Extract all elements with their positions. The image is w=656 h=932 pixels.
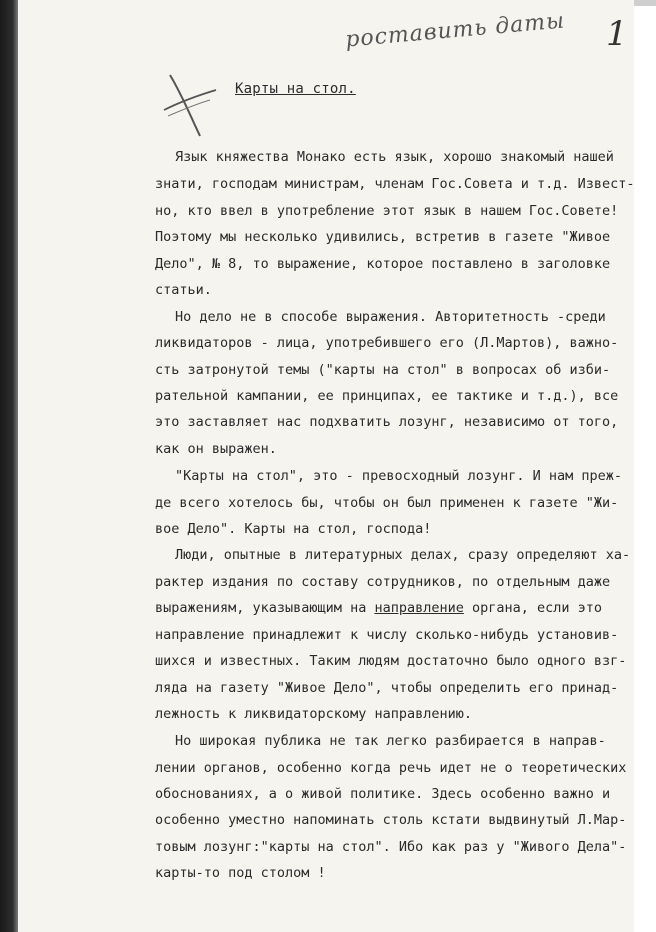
text-line: Люди, опытные в литературных делах, сразу определяют ха-: [175, 547, 631, 563]
text-span: выражениям, указывающим на: [155, 600, 375, 616]
text-line: рательной кампании, ее принципах, ее тактике и т.д.), все: [155, 388, 619, 404]
text-line: товым лозунг:"карты на стол". Ибо как раз у "Живого Дела"-: [155, 839, 627, 855]
text-line: "Карты на стол", это - превосходный лозунг. И нам преж-: [175, 468, 623, 484]
text-line: это заставляет нас подхватить лозунг, независимо от того,: [155, 414, 619, 430]
document-title: Карты на стол.: [235, 81, 356, 97]
text-line: Поэтому мы несколько удивились, встретив в газете "Живое: [155, 229, 611, 245]
text-line: направление принадлежит к числу сколько-нибудь установив-: [155, 627, 619, 643]
text-line: [155, 599, 602, 617]
text-line: карты-то под столом !: [155, 865, 326, 881]
text-line: ляда на газету "Живое Дело", чтобы определить его принад-: [155, 680, 619, 696]
text-span: органа, если это: [463, 600, 603, 616]
text-line: шихся и известных. Таким людям достаточно было одного взг-: [155, 653, 627, 669]
text-line: лении органов, особенно когда речь идет не о теоретических: [155, 760, 627, 776]
text-line: Но широкая публика не так легко разбирается в направ-: [175, 733, 606, 749]
text-line: как он выражен.: [155, 441, 277, 457]
text-line: вое Дело". Карты на стол, господа!: [155, 521, 432, 537]
text-line: ликвидаторов - лица, употребившего его (Л.Мартов), важно-: [155, 335, 619, 351]
scan-left-edge: [0, 0, 18, 932]
text-line: рактер издания по составу сотрудников, по отдельным даже: [155, 574, 611, 590]
text-line: особенно уместно напоминать столь кстати выдвинутый Л.Мар-: [155, 812, 627, 828]
text-line: Язык княжества Монако есть язык, хорошо знакомый нашей: [175, 149, 614, 165]
page-number: 1: [606, 14, 628, 54]
text-line: Дело", № 8, то выражение, которое поставлено в заголовке: [155, 256, 611, 272]
text-line: обоснованиях, а о живой политике. Здесь особенно важно и: [155, 786, 611, 802]
text-line: но, кто ввел в употребление этот язык в нашем Гос.Совете!: [155, 203, 619, 219]
text-line: лежность к ликвидаторскому направлению.: [155, 706, 472, 722]
text-line: знати, господам министрам, членам Гос.Совета и т.д. Извест-: [155, 176, 635, 192]
underlined-word: направление: [374, 600, 464, 616]
text-line: Но дело не в способе выражения. Авторитетность -среди: [175, 309, 606, 325]
pencil-cross-mark-icon: [160, 70, 220, 140]
text-line: статьи.: [155, 282, 212, 298]
text-line: сть затронутой темы ("карты на стол" в вопросах об изби-: [155, 362, 611, 378]
text-line: де всего хотелось бы, чтобы он был применен к газете "Жи-: [155, 495, 619, 511]
handwritten-note: роставить даты: [344, 8, 566, 53]
